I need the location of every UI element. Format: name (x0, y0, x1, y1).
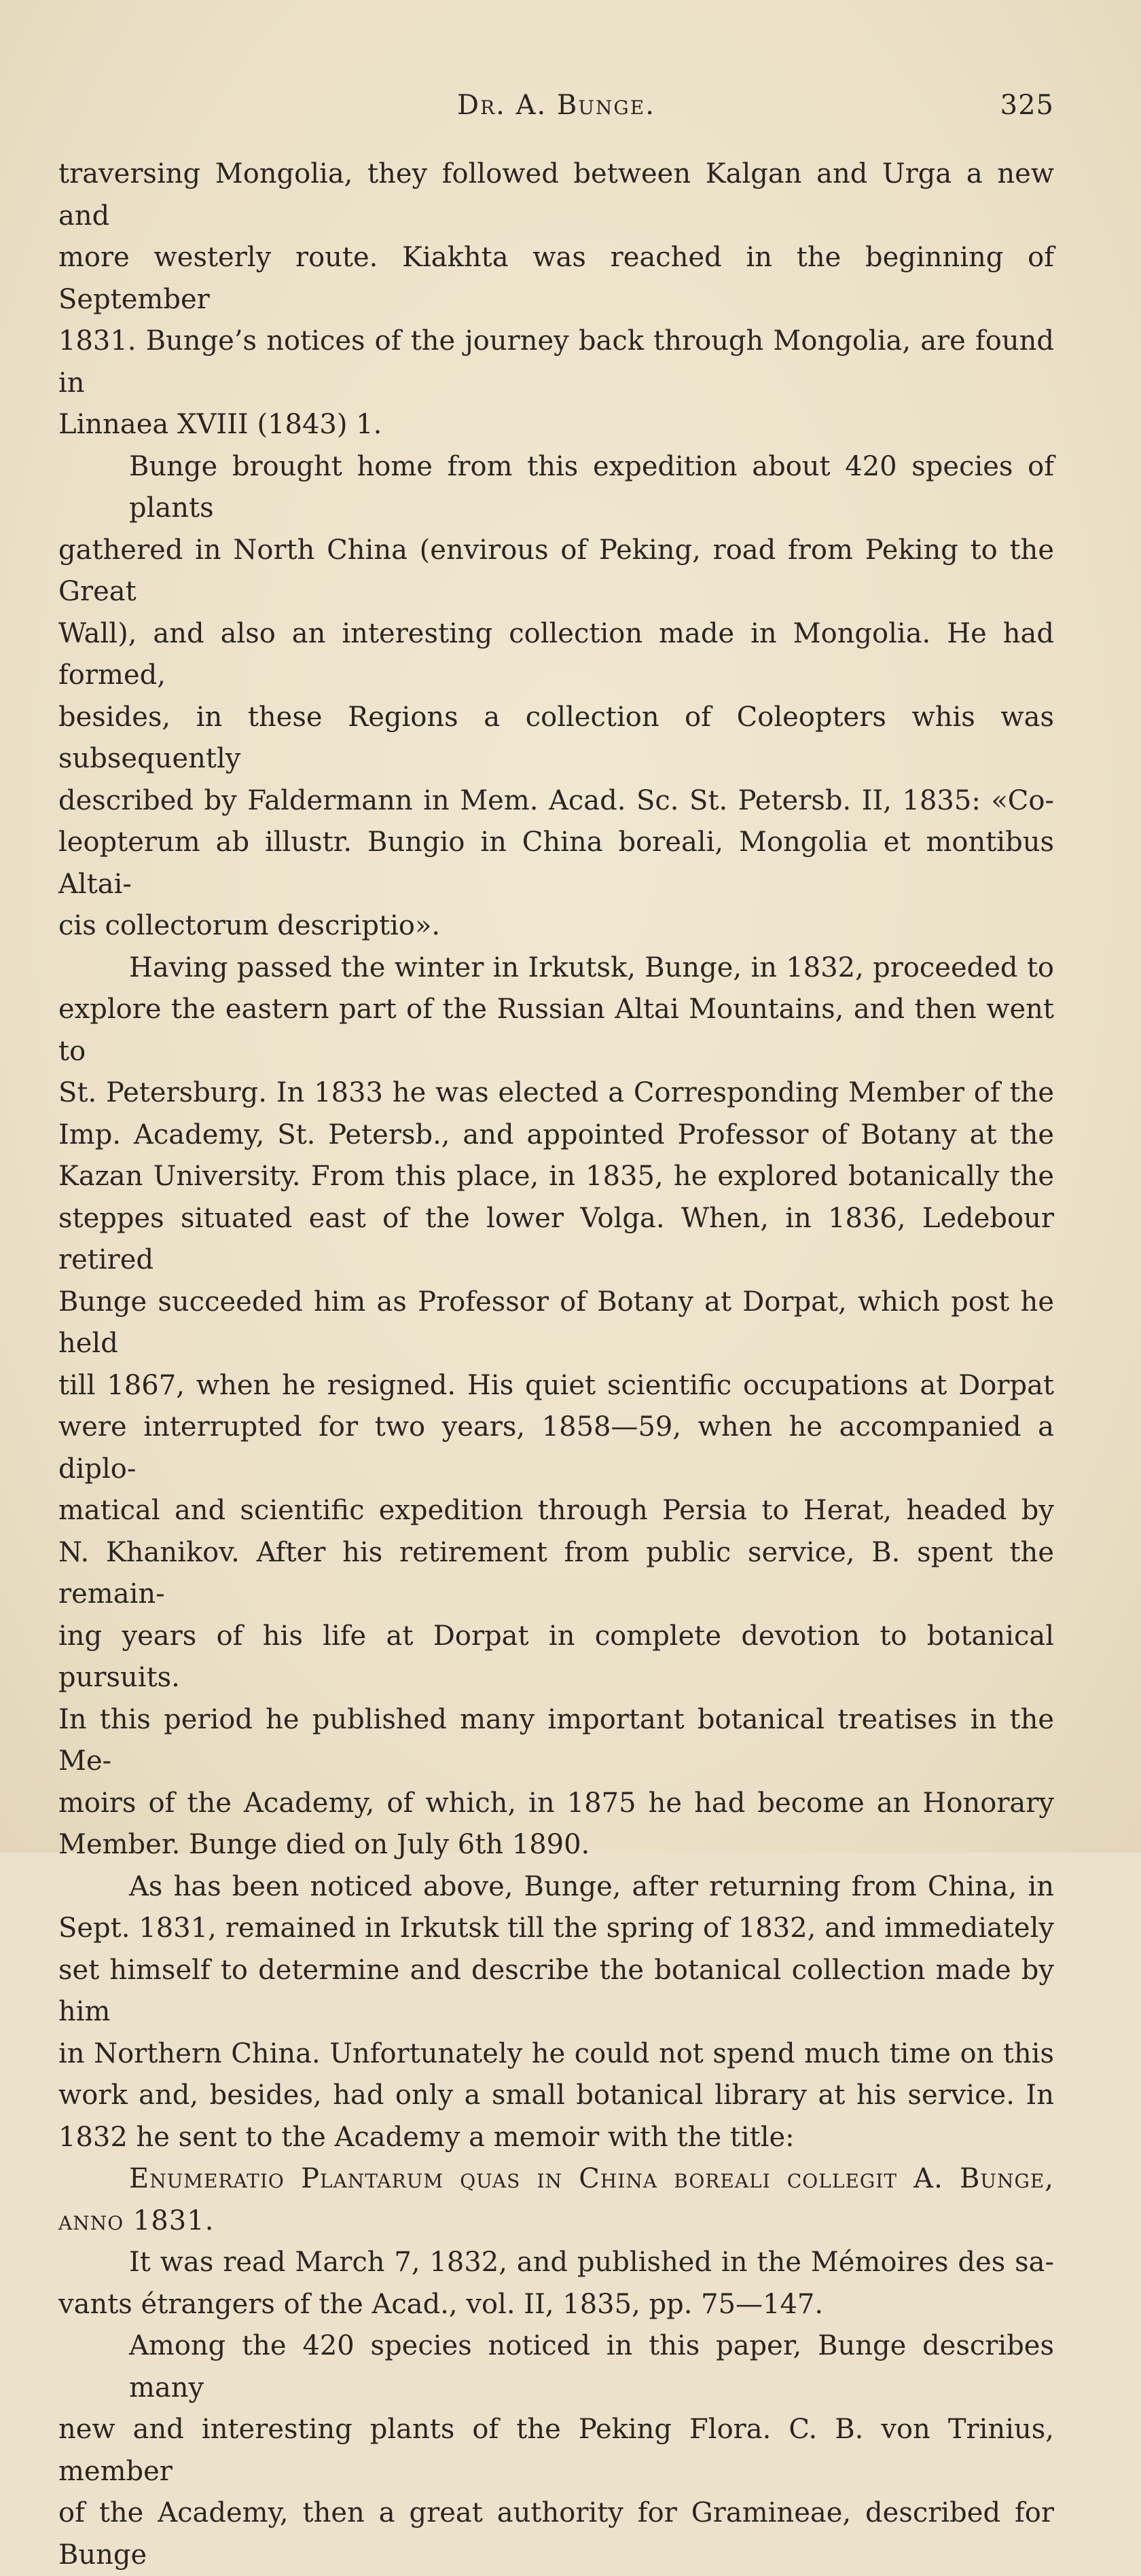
text-line: matical and scientific expedition through Persia to Herat, headed by (58, 1495, 1054, 1526)
text-line: in Northern China. Unfortunately he could not spend much time on this (58, 2037, 1054, 2069)
text-line: Linnaea XVIII (1843) 1. (58, 409, 382, 440)
text-line: St. Petersburg. In 1833 he was elected a Corresponding Member of the (58, 1077, 1054, 1108)
paragraph-2 (58, 446, 1054, 947)
text-line: Having passed the winter in Irkutsk, Bunge, in 1832, proceeded to (129, 951, 1054, 983)
text-line: Enumeratio Plantarum quas in China boreali collegit A. Bunge, (129, 2163, 1054, 2194)
text-line: Sept. 1831, remained in Irkutsk till the spring of 1832, and immediately (58, 1912, 1054, 1944)
text-line: steppes situated east of the lower Volga. When, in 1836, Ledebour retired (58, 1202, 1054, 1275)
paragraph-3 (58, 947, 1054, 1866)
memoir-title (58, 2158, 1054, 2242)
text-line: Imp. Academy, St. Petersb., and appointed Professor of Botany at the (58, 1119, 1054, 1150)
running-head (58, 90, 1054, 130)
text-line: 1832 he sent to the Academy a memoir with the title: (58, 2121, 795, 2153)
text-line: till 1867, when he resigned. His quiet scientific occupations at Dorpat (58, 1369, 1054, 1401)
text-line: leopterum ab illustr. Bungio in China boreali, Mongolia et montibus Altai- (58, 827, 1054, 900)
text-line: As has been noticed above, Bunge, after returning from China, in (129, 1870, 1054, 1902)
text-line: N. Khanikov. After his retirement from public service, B. spent the remain- (58, 1536, 1054, 1610)
text-line: were interrupted for two years, 1858—59, when he accompanied a diplo- (58, 1411, 1054, 1485)
text-line: Among the 420 species noticed in this paper, Bunge describes many (129, 2330, 1054, 2403)
text-line: 1831. Bunge’s notices of the journey back through Mongolia, are found in (58, 325, 1054, 399)
text-line: set himself to determine and describe the botanical collection made by him (58, 1954, 1054, 2027)
text-line: Wall), and also an interesting collection made in Mongolia. He had formed, (58, 617, 1054, 691)
text-line: It was read March 7, 1832, and published in the Mémoires des sa- (129, 2247, 1054, 2278)
text-line: gathered in North China (envirous of Peking, road from Peking to the Great (58, 534, 1054, 607)
page-number: 325 (1000, 90, 1054, 121)
text-line: work and, besides, had only a small botanical library at his service. In (58, 2080, 1054, 2111)
text-line: more westerly route. Kiakhta was reached in the beginning of September (58, 242, 1054, 315)
text-line: ing years of his life at Dorpat in complete devotion to botanical pursuits. (58, 1620, 1054, 1693)
text-line: Bunge brought home from this expedition about 420 species of plants (129, 450, 1054, 524)
text-line: moirs of the Academy, of which, in 1875 he had become an Honorary (58, 1787, 1054, 1819)
text-line: explore the eastern part of the Russian Altai Mountains, and then went to (58, 994, 1054, 1067)
paragraph-4 (58, 1866, 1054, 2159)
text-line: In this period he published many important botanical treatises in the Me- (58, 1703, 1054, 1777)
text-line: traversing Mongolia, they followed between Kalgan and Urga a new and (58, 158, 1054, 232)
paragraph-5 (58, 2242, 1054, 2325)
text-line: vants étrangers of the Acad., vol. II, 1835, pp. 75—147. (58, 2288, 824, 2320)
text-line: Bunge succeeded him as Professor of Botany at Dorpat, which post he held (58, 1286, 1054, 1359)
paragraph-6 (58, 2325, 1054, 2576)
body-text (58, 153, 1054, 2576)
text-line: Member. Bunge died on July 6th 1890. (58, 1829, 590, 1860)
text-line: besides, in these Regions a collection of Coleopters whis was subsequently (58, 701, 1054, 774)
text-line: anno 1831. (58, 2205, 215, 2236)
text-line: cis collectorum descriptio». (58, 910, 441, 941)
running-head-title: Dr. A. Bunge. (457, 90, 655, 121)
paragraph-1 (58, 153, 1054, 446)
text-line: described by Faldermann in Mem. Acad. Sc. St. Petersb. II, 1835: «Co- (58, 784, 1054, 816)
text-line: new and interesting plants of the Peking Flora. C. B. von Trinius, member (58, 2414, 1054, 2487)
text-line: Kazan University. From this place, in 1835, he explored botanically the (58, 1161, 1054, 1192)
text-line: of the Academy, then a great authority for Gramineae, described for Bunge (58, 2497, 1054, 2571)
